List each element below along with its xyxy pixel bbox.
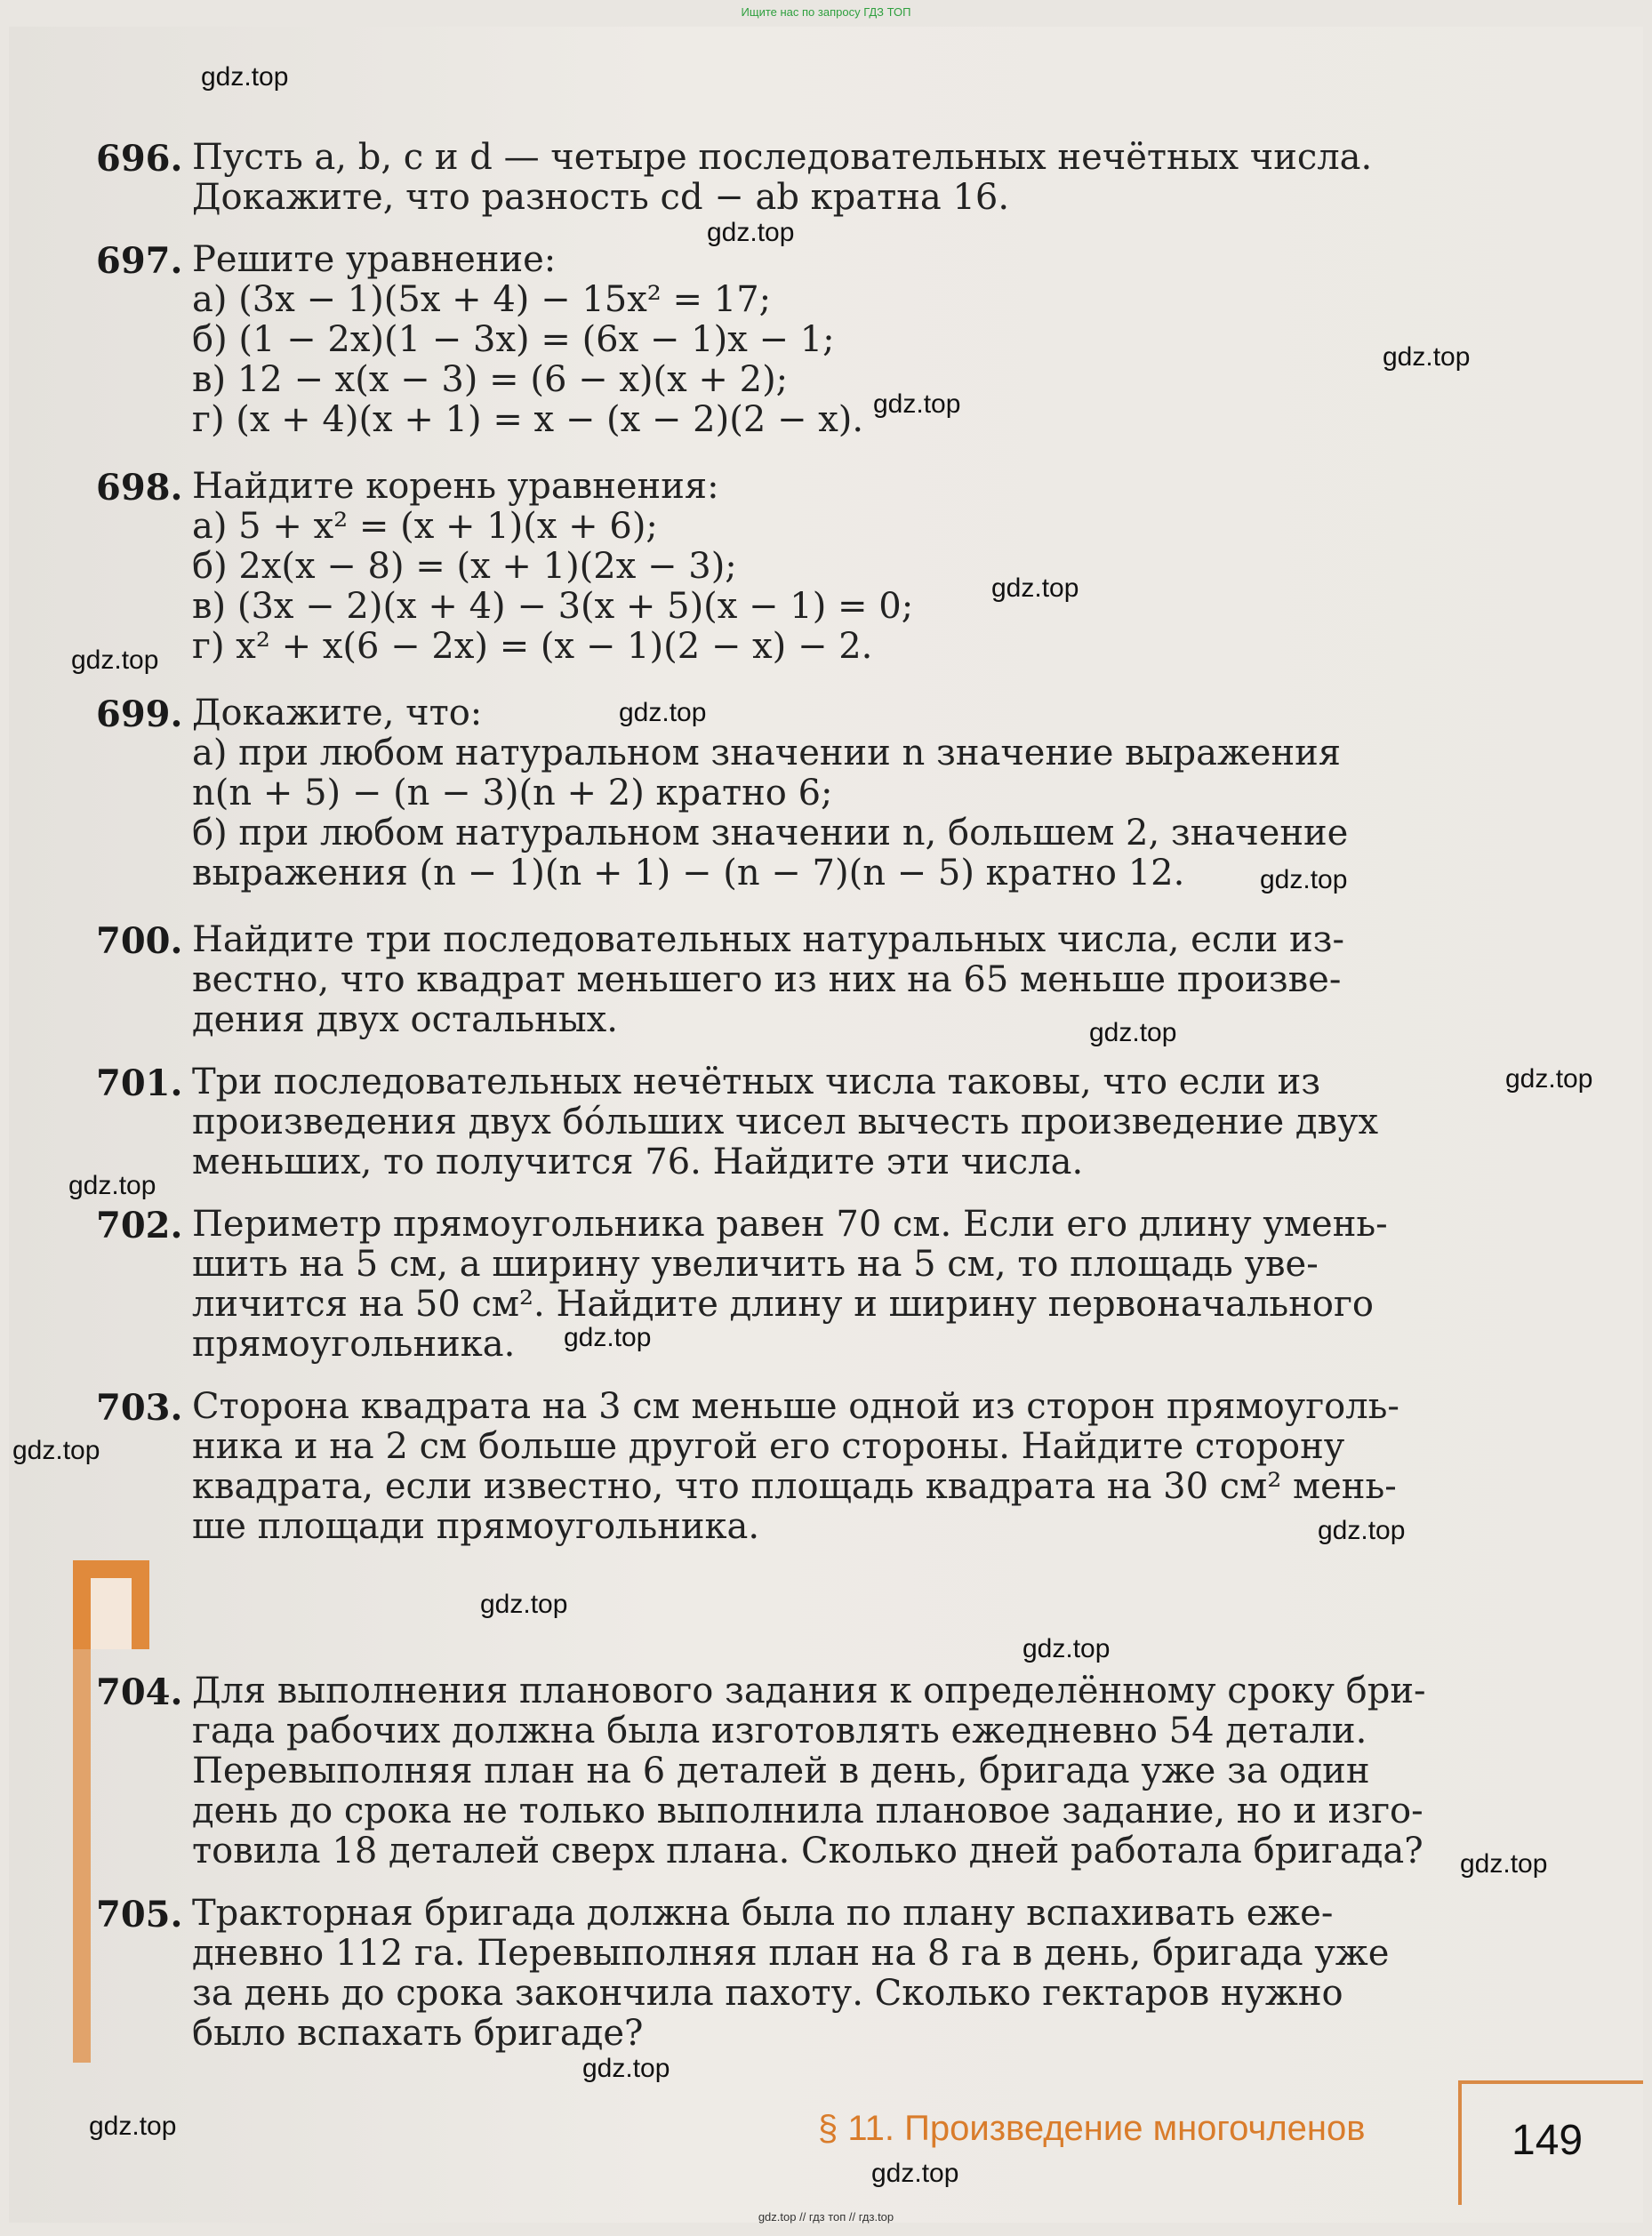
problem-704 (96, 1671, 1465, 1871)
watermark: gdz.top (201, 62, 289, 92)
problem-text-line: день до срока не только выполнила плановое задание, но и изго- (192, 1791, 1423, 1831)
section-title: § 11. Произведение многочленов (818, 2109, 1366, 2148)
problem-number: 699. (96, 693, 183, 735)
section-marker-icon (73, 1560, 149, 1649)
problem-item: г) x² + x(6 − 2x) = (x − 1)(2 − x) − 2. (192, 626, 873, 667)
watermark: gdz.top (582, 2054, 670, 2083)
problem-text-line: Решите уравнение: (192, 239, 557, 280)
watermark: gdz.top (1089, 1018, 1177, 1047)
problem-item: а) при любом натуральном значении n значение выражения (192, 733, 1342, 773)
problem-text-line: Докажите, что: (192, 693, 483, 733)
problem-number: 697. (96, 240, 183, 282)
problem-text-line: ше площади прямоугольника. (192, 1506, 760, 1547)
problem-text-line: Тракторная бригада должна была по плану вспахивать еже- (192, 1893, 1334, 1934)
problem-701 (96, 1062, 1465, 1182)
problem-705 (96, 1894, 1465, 2054)
problem-text-line: Докажите, что разность cd − ab кратна 16. (192, 177, 1010, 218)
problem-699 (96, 693, 1465, 894)
problem-text-line: шить на 5 см, а ширину увеличить на 5 см, то площадь уве- (192, 1244, 1319, 1285)
problem-697 (96, 240, 1465, 440)
problem-number: 704. (96, 1671, 183, 1713)
problem-item: б) (1 − 2x)(1 − 3x) = (6x − 1)x − 1; (192, 319, 835, 360)
watermark: gdz.top (89, 2112, 177, 2141)
problem-item: n(n + 5) − (n − 3)(n + 2) кратно 6; (192, 773, 833, 813)
watermark: gdz.top (1383, 342, 1471, 372)
problem-number: 705. (96, 1894, 183, 1935)
problem-item: б) 2x(x − 8) = (x + 1)(2x − 3); (192, 546, 737, 587)
watermark: gdz.top (1318, 1516, 1406, 1545)
problem-text-line: Для выполнения планового задания к определённому сроку бри- (192, 1671, 1426, 1711)
problem-item: в) 12 − x(x − 3) = (6 − x)(x + 2); (192, 359, 789, 400)
watermark: gdz.top (68, 1171, 156, 1200)
watermark: gdz.top (707, 218, 795, 247)
problem-item: а) 5 + x² = (x + 1)(x + 6); (192, 506, 658, 547)
problem-item: выражения (n − 1)(n + 1) − (n − 7)(n − 5) кратно 12. (192, 853, 1185, 894)
problem-text-line: произведения двух бóльших чисел вычесть произведение двух (192, 1102, 1379, 1142)
problem-text-line: за день до срока закончила пахоту. Сколько гектаров нужно (192, 1973, 1343, 2014)
watermark: gdz.top (991, 573, 1079, 603)
problem-item: б) при любом натуральном значении n, большем 2, значение (192, 813, 1349, 854)
problem-text-line: ника и на 2 см больше другой его стороны. Найдите сторону (192, 1426, 1345, 1467)
problem-text-line: Найдите три последовательных натуральных числа, если из- (192, 919, 1344, 960)
problem-text-line: дения двух остальных. (192, 999, 618, 1040)
watermark: gdz.top (873, 389, 961, 419)
problem-number: 703. (96, 1387, 183, 1429)
problem-text-line: личится на 50 см². Найдите длину и ширину первоначального (192, 1284, 1374, 1325)
problem-text-line: вестно, что квадрат меньшего из них на 65 меньше произве- (192, 959, 1342, 1000)
watermark: gdz.top (619, 698, 707, 727)
watermark: gdz.top (1260, 865, 1348, 894)
problem-number: 701. (96, 1062, 183, 1104)
problem-item: г) (x + 4)(x + 1) = x − (x − 2)(2 − x). (192, 399, 864, 440)
watermark: gdz.top (71, 645, 159, 675)
problem-text-line: квадрата, если известно, что площадь квадрата на 30 см² мень- (192, 1466, 1397, 1507)
watermark: gdz.top (1460, 1849, 1548, 1879)
problem-text-line: Периметр прямоугольника равен 70 см. Если его длину умень- (192, 1204, 1388, 1245)
problem-text-line: Сторона квадрата на 3 см меньше одной из сторон прямоуголь- (192, 1386, 1399, 1427)
top-banner: Ищите нас по запросу ГДЗ ТОП (741, 5, 911, 19)
problem-text-line: Три последовательных нечётных числа таковы, что если из (192, 1062, 1321, 1102)
problem-number: 696. (96, 138, 183, 180)
problem-number: 700. (96, 920, 183, 962)
problem-text-line: Перевыполняя план на 6 деталей в день, бригада уже за один (192, 1751, 1370, 1791)
problem-text-line: Найдите корень уравнения: (192, 466, 719, 507)
problem-text-line: гада рабочих должна была изготовлять ежедневно 54 детали. (192, 1711, 1367, 1751)
problem-text-line: было вспахать бригаде? (192, 2013, 644, 2054)
problem-text-line: дневно 112 га. Перевыполняя план на 8 га в день, бригада уже (192, 1933, 1390, 1974)
problem-item: а) (3x − 1)(5x + 4) − 15x² = 17; (192, 279, 772, 320)
watermark: gdz.top (480, 1590, 568, 1619)
problem-text-line: прямоугольника. (192, 1324, 516, 1365)
problem-text-line: Пусть a, b, c и d — четыре последовательных нечётных числа. (192, 137, 1373, 178)
problem-698 (96, 467, 1465, 667)
footer-divider (1458, 2080, 1643, 2084)
problem-703 (96, 1387, 1465, 1547)
watermark: gdz.top (1022, 1634, 1111, 1663)
problem-number: 698. (96, 467, 183, 509)
problem-number: 702. (96, 1205, 183, 1246)
page-number: 149 (1512, 2117, 1584, 2164)
watermark: gdz.top (871, 2159, 959, 2188)
problem-item: в) (3x − 2)(x + 4) − 3(x + 5)(x − 1) = 0; (192, 586, 914, 627)
bottom-banner: gdz.top // гдз топ // гдз.top (758, 2210, 894, 2224)
problem-text-line: меньших, то получится 76. Найдите эти числа. (192, 1142, 1084, 1182)
problem-702 (96, 1205, 1465, 1365)
problem-text-line: товила 18 деталей сверх плана. Сколько дней работала бригада? (192, 1831, 1423, 1871)
watermark: gdz.top (1505, 1064, 1593, 1094)
problem-700 (96, 920, 1465, 1040)
problem-696 (96, 138, 1465, 218)
footer-divider-vertical (1458, 2080, 1462, 2205)
watermark: gdz.top (564, 1323, 652, 1352)
watermark: gdz.top (12, 1436, 100, 1465)
